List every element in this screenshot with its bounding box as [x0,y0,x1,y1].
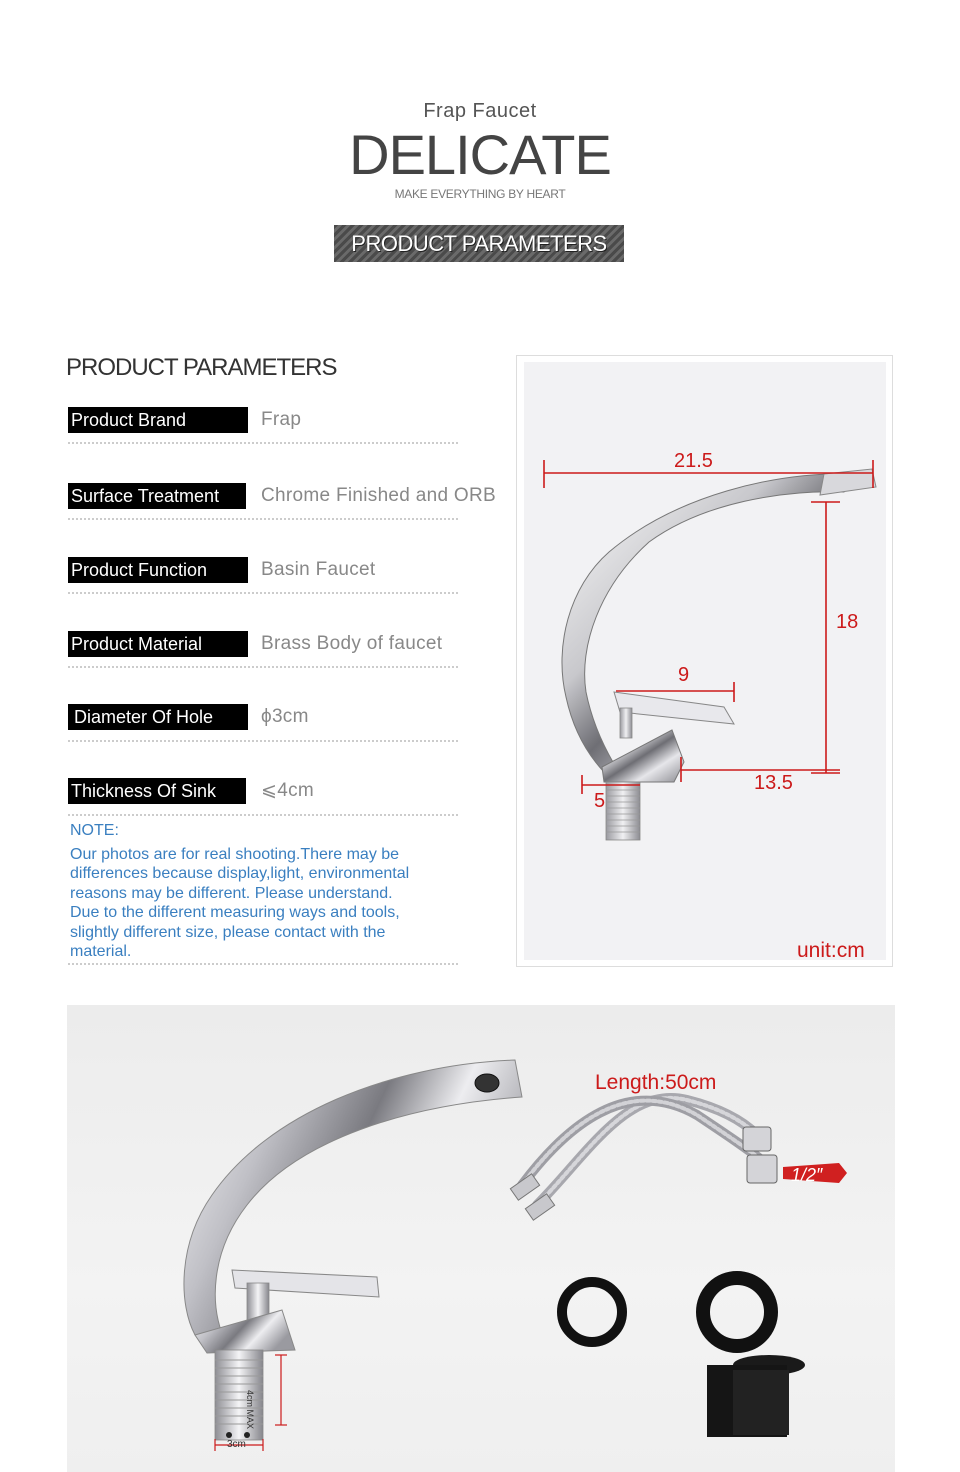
params-heading: PRODUCT PARAMETERS [66,354,337,381]
divider [68,666,458,668]
divider [68,592,458,594]
divider [68,442,458,444]
note-title: NOTE: [70,822,119,839]
param-row-brand [68,407,510,435]
param-value: Basin Faucet [261,559,376,580]
hose-length-label: Length:50cm [595,1071,717,1094]
note-block [70,821,480,962]
note-line: differences because display,light, environmental [70,865,410,882]
note-line: Our photos are for real shooting.There may be [70,845,400,863]
divider [68,740,458,742]
dim-height-label: 18 [836,611,859,633]
param-label: Product Material [68,631,248,657]
param-label: Product Brand [68,407,248,433]
unit-label: unit:cm [797,939,865,962]
param-value: Chrome Finished and ORB [261,485,497,506]
note-line: material. [70,943,132,960]
faucet-accessories-image [67,1005,895,1472]
param-label: Diameter Of Hole [68,704,248,730]
note-line: slightly different size, please contact with the [70,923,386,941]
thickness-max-label: 4cm MAX [245,1390,255,1430]
dim-handle-label: 9 [678,664,690,686]
section-banner: PRODUCT PARAMETERS [334,225,624,262]
param-row-thickness [68,778,510,806]
param-row-surface [68,483,510,511]
thread-size-label: 1/2″ [791,1165,823,1185]
brand-subtitle: Frap Faucet [423,100,537,122]
brand-slogan: MAKE EVERYTHING BY HEART [394,187,566,201]
divider [68,814,458,816]
divider [68,963,458,965]
accessories-photo [67,1005,895,1472]
dimension-diagram [524,362,886,960]
brand-title: DELICATE [349,123,611,186]
param-row-function [68,557,510,585]
divider [68,518,458,520]
param-row-material [68,631,510,659]
note-line: reasons may be different. Please understand. [70,884,393,902]
param-value: ϕ3cm [261,706,309,727]
param-value: Brass Body of faucet [261,633,443,654]
dim-width-label: 21.5 [674,450,713,472]
param-value: Frap [261,409,302,430]
dim-base-label: 5 [594,790,606,812]
param-label: Thickness Of Sink [68,778,246,804]
note-line: Due to the different measuring ways and tools, [70,904,400,921]
base-width-label: 3cm [227,1439,246,1450]
param-label: Surface Treatment [68,483,246,509]
dim-reach-label: 13.5 [754,772,793,794]
param-row-diameter [68,704,510,732]
param-value: ⩽4cm [261,780,315,801]
param-label: Product Function [68,557,248,583]
